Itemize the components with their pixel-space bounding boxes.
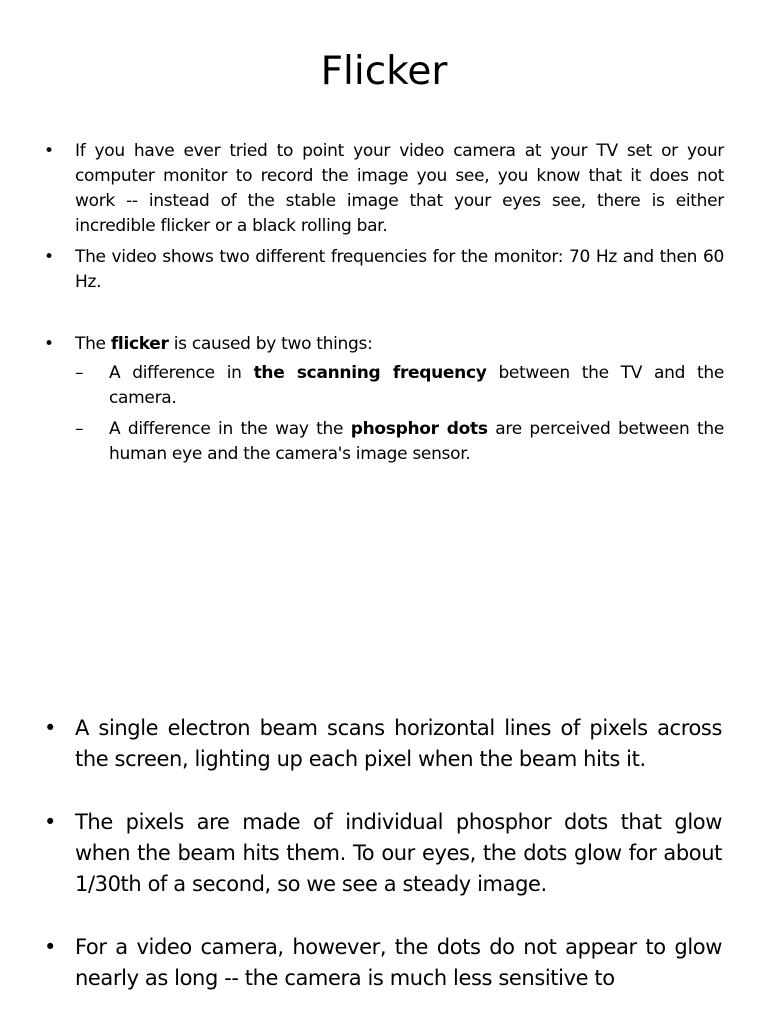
bullet-marker: • — [44, 716, 56, 740]
bullet-text: For a video camera, however, the dots do not appear to glow nearly as long -- the camera is much less sensitive to — [75, 935, 722, 990]
bullet-text: A single electron beam scans horizontal lines of pixels across the screen, lighting up each pixel when the beam hits it. — [75, 716, 722, 771]
sub-text-bold: phosphor dots — [350, 419, 488, 439]
bullet-item — [44, 332, 724, 467]
bullet-marker: • — [44, 141, 54, 161]
bullet-marker: • — [44, 247, 54, 267]
bullet-text-post: is caused by two things: — [168, 334, 373, 354]
bullet-marker: • — [44, 935, 56, 959]
lower-bullet-list — [44, 713, 722, 1026]
dash-marker: – — [75, 419, 84, 439]
bullet-text: The pixels are made of individual phosphor dots that glow when the beam hits them. To our eyes, the dots glow for about 1/30th of a second, so we see a steady image. — [75, 810, 722, 896]
bullet-item — [44, 245, 724, 295]
bullet-item — [44, 807, 722, 900]
bullet-item — [44, 139, 724, 239]
sub-text-pre: A difference in the way the — [109, 419, 351, 439]
sub-text-pre: A difference in — [109, 363, 254, 383]
dash-marker: – — [75, 363, 84, 383]
bullet-marker: • — [44, 810, 56, 834]
slide-title: Flicker — [320, 49, 448, 94]
bullet-text-bold: flicker — [110, 334, 169, 354]
upper-bullet-list — [44, 139, 724, 473]
bullet-item — [44, 932, 722, 994]
sub-text-post: are perceived between the human eye and the camera's image sensor. — [109, 419, 724, 464]
bullet-marker: • — [44, 334, 54, 354]
bullet-item — [44, 713, 722, 775]
sub-bullet-list — [75, 361, 724, 467]
bullet-text: The video shows two different frequencies for the monitor: 70 Hz and then 60 Hz. — [75, 247, 724, 292]
bullet-text: If you have ever tried to point your video camera at your TV set or your computer monitor to record the image you see, you know that it does not work -- instead of the stable image that your eyes see, there is either incredible flicker or a black rolling bar. — [75, 141, 724, 236]
sub-bullet-item — [75, 361, 724, 411]
sub-bullet-item — [75, 417, 724, 467]
sub-text-bold: the scanning frequency — [253, 363, 487, 383]
bullet-text-pre: The — [75, 334, 111, 354]
sub-text-post: between the TV and the camera. — [109, 363, 724, 408]
